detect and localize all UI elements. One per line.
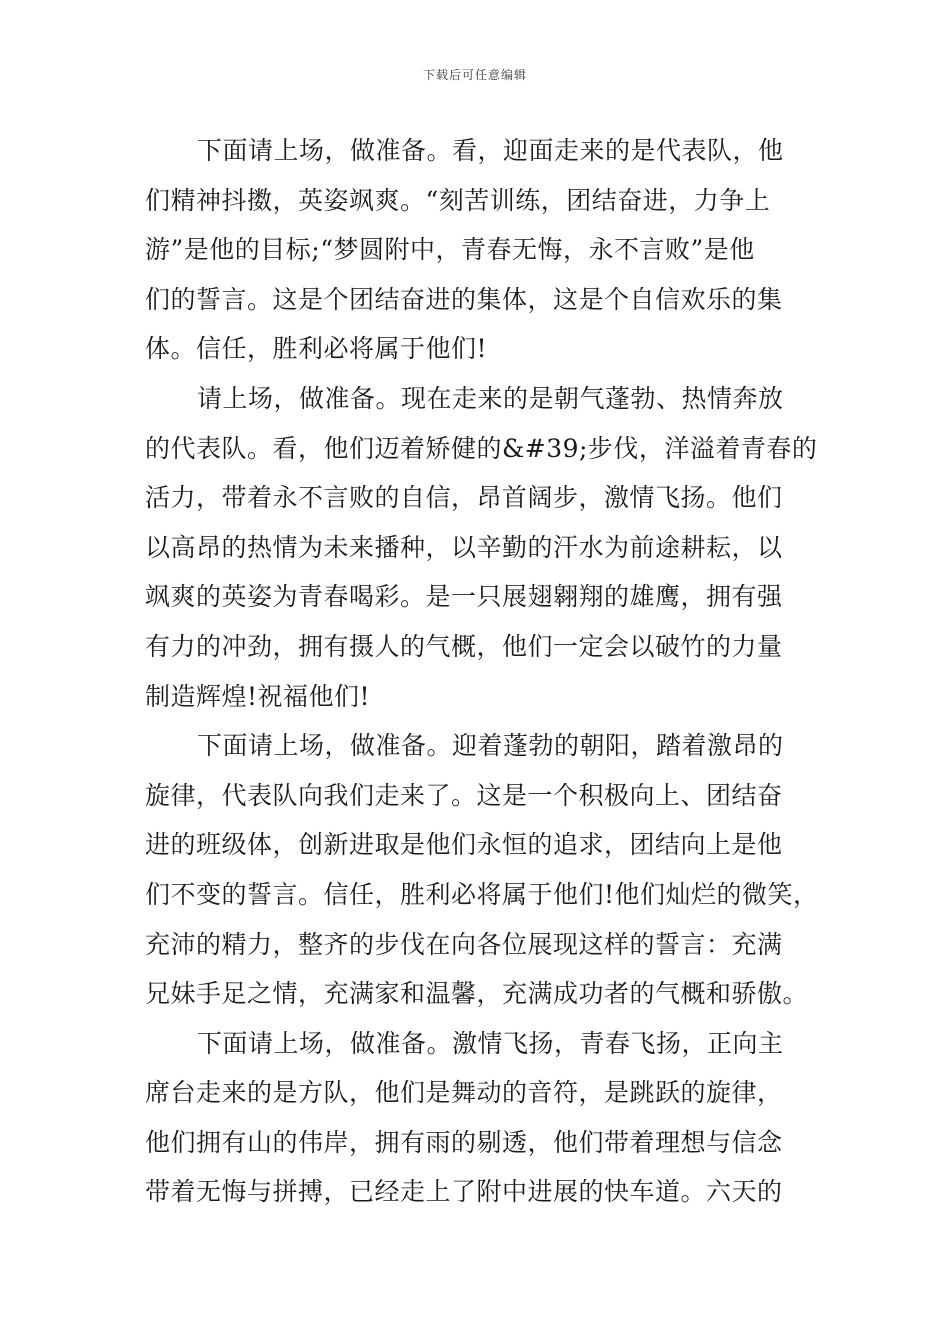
paragraph-1	[145, 126, 810, 374]
text-line: 带着无悔与拼搏，已经走上了附中进展的快车道。六天的	[145, 1177, 783, 1207]
paragraph-4	[145, 1019, 810, 1217]
text-line: 旋律，代表队向我们走来了。这是一个积极向上、团结奋	[145, 780, 783, 810]
text-line: 们精神抖擞，英姿飒爽。“刻苦训练，团结奋进，力争上	[145, 185, 771, 215]
text-line: 游”是他的目标;“梦圆附中，青春无悔，永不言败”是他	[145, 235, 755, 265]
text-line: 请上场，做准备。现在走来的是朝气蓬勃、热情奔放	[197, 383, 784, 413]
text-line: 席台走来的是方队，他们是舞动的音符，是跳跃的旋律，	[145, 1078, 783, 1108]
text-line: 制造辉煌!祝福他们!	[145, 681, 371, 711]
text-line: 的代表队。看，他们迈着矫健的&#39;步伐，洋溢着青春的	[145, 433, 818, 463]
text-line: 活力，带着永不言败的自信，昂首阔步，激情飞扬。他们	[145, 483, 783, 513]
text-line: 充沛的精力，整齐的步伐在向各位展现这样的誓言：充满	[145, 929, 783, 959]
paragraph-2	[145, 374, 818, 721]
text-line: 有力的冲劲，拥有摄人的气概，他们一定会以破竹的力量	[145, 631, 783, 661]
text-line: 进的班级体，创新进取是他们永恒的追求，团结向上是他	[145, 830, 783, 860]
text-line: 下面请上场，做准备。激情飞扬，青春飞扬，正向主	[197, 1028, 784, 1058]
text-line: 们的誓言。这是个团结奋进的集体，这是个自信欢乐的集	[145, 284, 783, 314]
text-line: 兄妹手足之情，充满家和温馨，充满成功者的气概和骄傲。	[145, 979, 809, 1009]
text-line: 体。信任，胜利必将属于他们!	[145, 334, 488, 364]
text-line: 飒爽的英姿为青春喝彩。是一只展翅翱翔的雄鹰，拥有强	[145, 582, 783, 612]
text-line: 以高昂的热情为未来播种，以辛勤的汗水为前途耕耘，以	[145, 532, 783, 562]
text-line: 下面请上场，做准备。迎着蓬勃的朝阳，踏着激昂的	[197, 731, 784, 761]
paragraph-3	[145, 721, 819, 1019]
text-line: 下面请上场，做准备。看，迎面走来的是代表队，他	[197, 136, 784, 165]
text-line: 他们拥有山的伟岸，拥有雨的剔透，他们带着理想与信念	[145, 1127, 783, 1157]
page-header: 下载后可任意编辑	[422, 68, 527, 82]
document-body	[145, 126, 819, 1217]
text-line: 们不变的誓言。信任，胜利必将属于他们!他们灿烂的微笑，	[145, 879, 819, 909]
